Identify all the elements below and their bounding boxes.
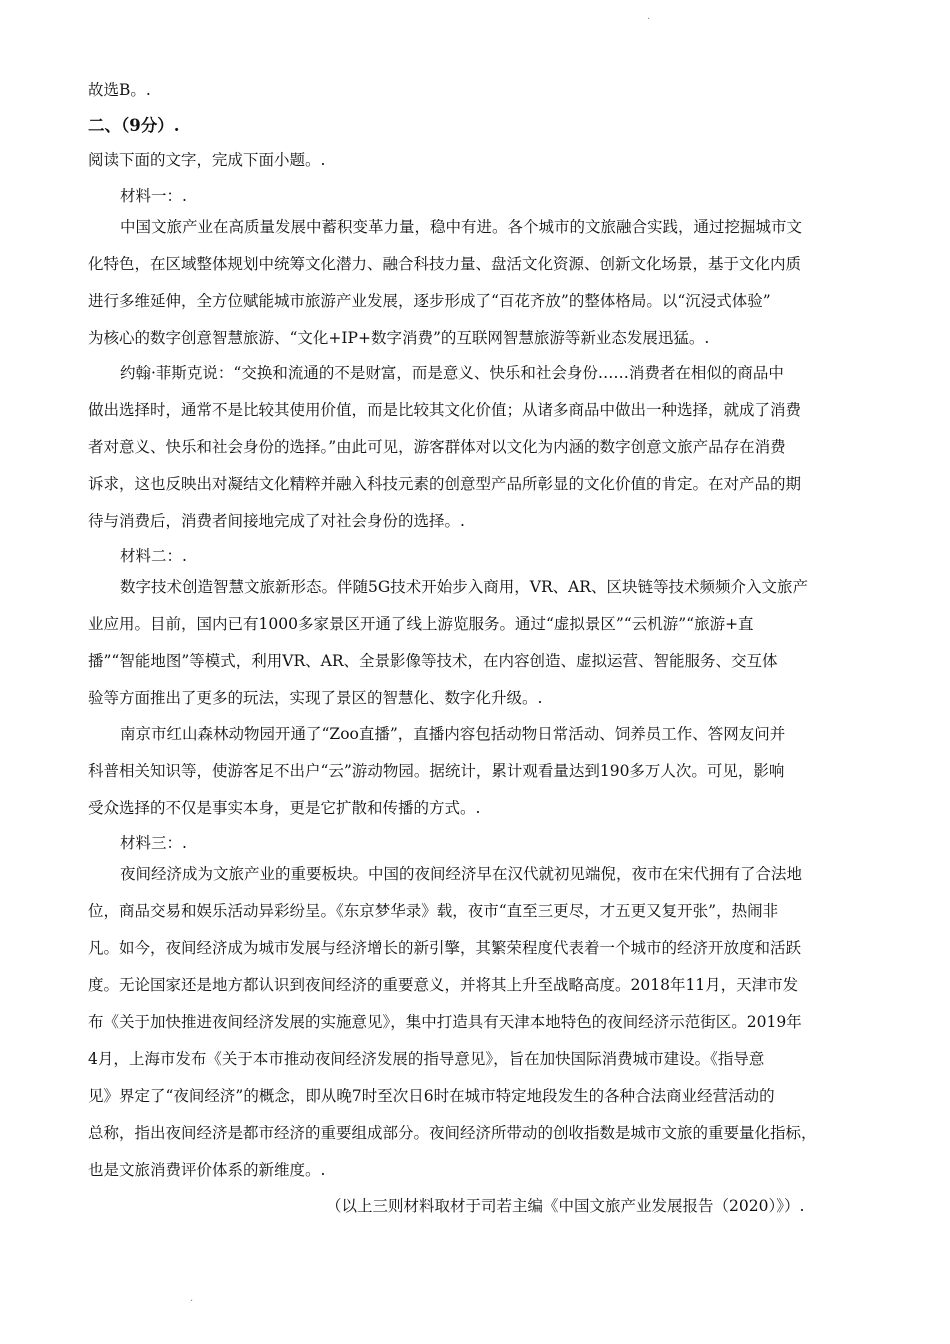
answer-line: 故选B。. xyxy=(88,81,151,99)
material1-p1-line: 进行多维延伸，全方位赋能城市旅游产业发展，逐步形成了“百花齐放”的整体格局。以“沉浸式体验” xyxy=(88,292,771,310)
material1-p2-line: 诉求，这也反映出对凝结文化精粹并融入科技元素的创意型产品所彰显的文化价值的肯定。在对产品的期 xyxy=(88,475,802,493)
instruction-line: 阅读下面的文字，完成下面小题。. xyxy=(88,151,326,169)
material2-p1-line: 播”“智能地图”等模式，利用VR、AR、全景影像等技术，在内容创造、虚拟运营、智能服务、交互体 xyxy=(88,652,778,670)
material3-p1-line: 凡。如今，夜间经济成为城市发展与经济增长的新引擎，其繁荣程度代表着一个城市的经济开放度和活跃 xyxy=(88,939,802,957)
material3-label: 材料三：. xyxy=(120,834,187,852)
material3-p1-line: 4月，上海市发布《关于本市推动夜间经济发展的指导意见》，旨在加快国际消费城市建设。《指导意 xyxy=(88,1050,765,1068)
section-heading: 二、（9分）. xyxy=(88,116,180,135)
material2-p1-line: 业应用。目前，国内已有1000多家景区开通了线上游览服务。通过“虚拟景区”“云机游”“旅游+直 xyxy=(88,615,754,633)
material3-p1-line: 夜间经济成为文旅产业的重要板块。中国的夜间经济早在汉代就初见端倪，夜市在宋代拥有了合法地 xyxy=(120,865,803,883)
page-dot-bottom: · xyxy=(190,1296,194,1307)
material1-p2-line: 做出选择时，通常不是比较其使用价值，而是比较其文化价值；从诸多商品中做出一种选择，就成了消费 xyxy=(88,401,802,419)
material2-p2-line: 受众选择的不仅是事实本身，更是它扩散和传播的方式。. xyxy=(88,799,481,817)
material3-p1-line: 布《关于加快推进夜间经济发展的实施意见》，集中打造具有天津本地特色的夜间经济示范街区。2019年 xyxy=(88,1013,802,1031)
material2-p2-line: 南京市红山森林动物园开通了“Zoo直播”，直播内容包括动物日常活动、饲养员工作、答网友问并 xyxy=(120,725,786,743)
source-citation: （以上三则材料取材于司若主编《中国文旅产业发展报告（2020）》）. xyxy=(326,1197,805,1215)
material1-p2-line: 约翰·菲斯克说：“交换和流通的不是财富，而是意义、快乐和社会身份……消费者在相似的商品中 xyxy=(120,364,784,382)
material3-p1-line: 见》界定了“夜间经济”的概念，即从晚7时至次日6时在城市特定地段发生的各种合法商业经营活动的 xyxy=(88,1087,775,1105)
material2-p2-line: 科普相关知识等，使游客足不出户“云”游动物园。据统计，累计观看量达到190多万人次。可见，影响 xyxy=(88,762,785,780)
material1-p1-line: 化特色，在区域整体规划中统筹文化潜力、融合科技力量、盘活文化资源、创新文化场景，基于文化内质 xyxy=(88,255,802,273)
material3-p1-line: 也是文旅消费评价体系的新维度。. xyxy=(88,1161,326,1179)
material3-p1-line: 度。无论国家还是地方都认识到夜间经济的重要意义，并将其上升至战略高度。2018年11月，天津市发 xyxy=(88,976,799,994)
material2-p1-line: 验等方面推出了更多的玩法，实现了景区的智慧化、数字化升级。. xyxy=(88,689,543,707)
material1-p1-line: 中国文旅产业在高质量发展中蓄积变革力量，稳中有进。各个城市的文旅融合实践，通过挖掘城市文 xyxy=(120,218,803,236)
material1-p2-line: 者对意义、快乐和社会身份的选择。”由此可见，游客群体对以文化为内涵的数字创意文旅产品存在消费 xyxy=(88,438,786,456)
page-dot-top: · xyxy=(647,14,651,25)
material2-p1-line: 数字技术创造智慧文旅新形态。伴随5G技术开始步入商用，VR、AR、区块链等技术频频介入文旅产 xyxy=(120,578,808,596)
material1-p1-line: 为核心的数字创意智慧旅游、“文化+IP+数字消费”的互联网智慧旅游等新业态发展迅猛。. xyxy=(88,329,710,347)
material1-p2-line: 待与消费后，消费者间接地完成了对社会身份的选择。. xyxy=(88,512,465,530)
material1-label: 材料一：. xyxy=(120,187,187,205)
material2-label: 材料二：. xyxy=(120,547,187,565)
material3-p1-line: 位，商品交易和娱乐活动异彩纷呈。《东京梦华录》载，夜市“直至三更尽，才五更又复开张”，热闹非 xyxy=(88,902,779,920)
material3-p1-line: 总称，指出夜间经济是都市经济的重要组成部分。夜间经济所带动的创收指数是城市文旅的重要量化指标， xyxy=(88,1124,817,1142)
